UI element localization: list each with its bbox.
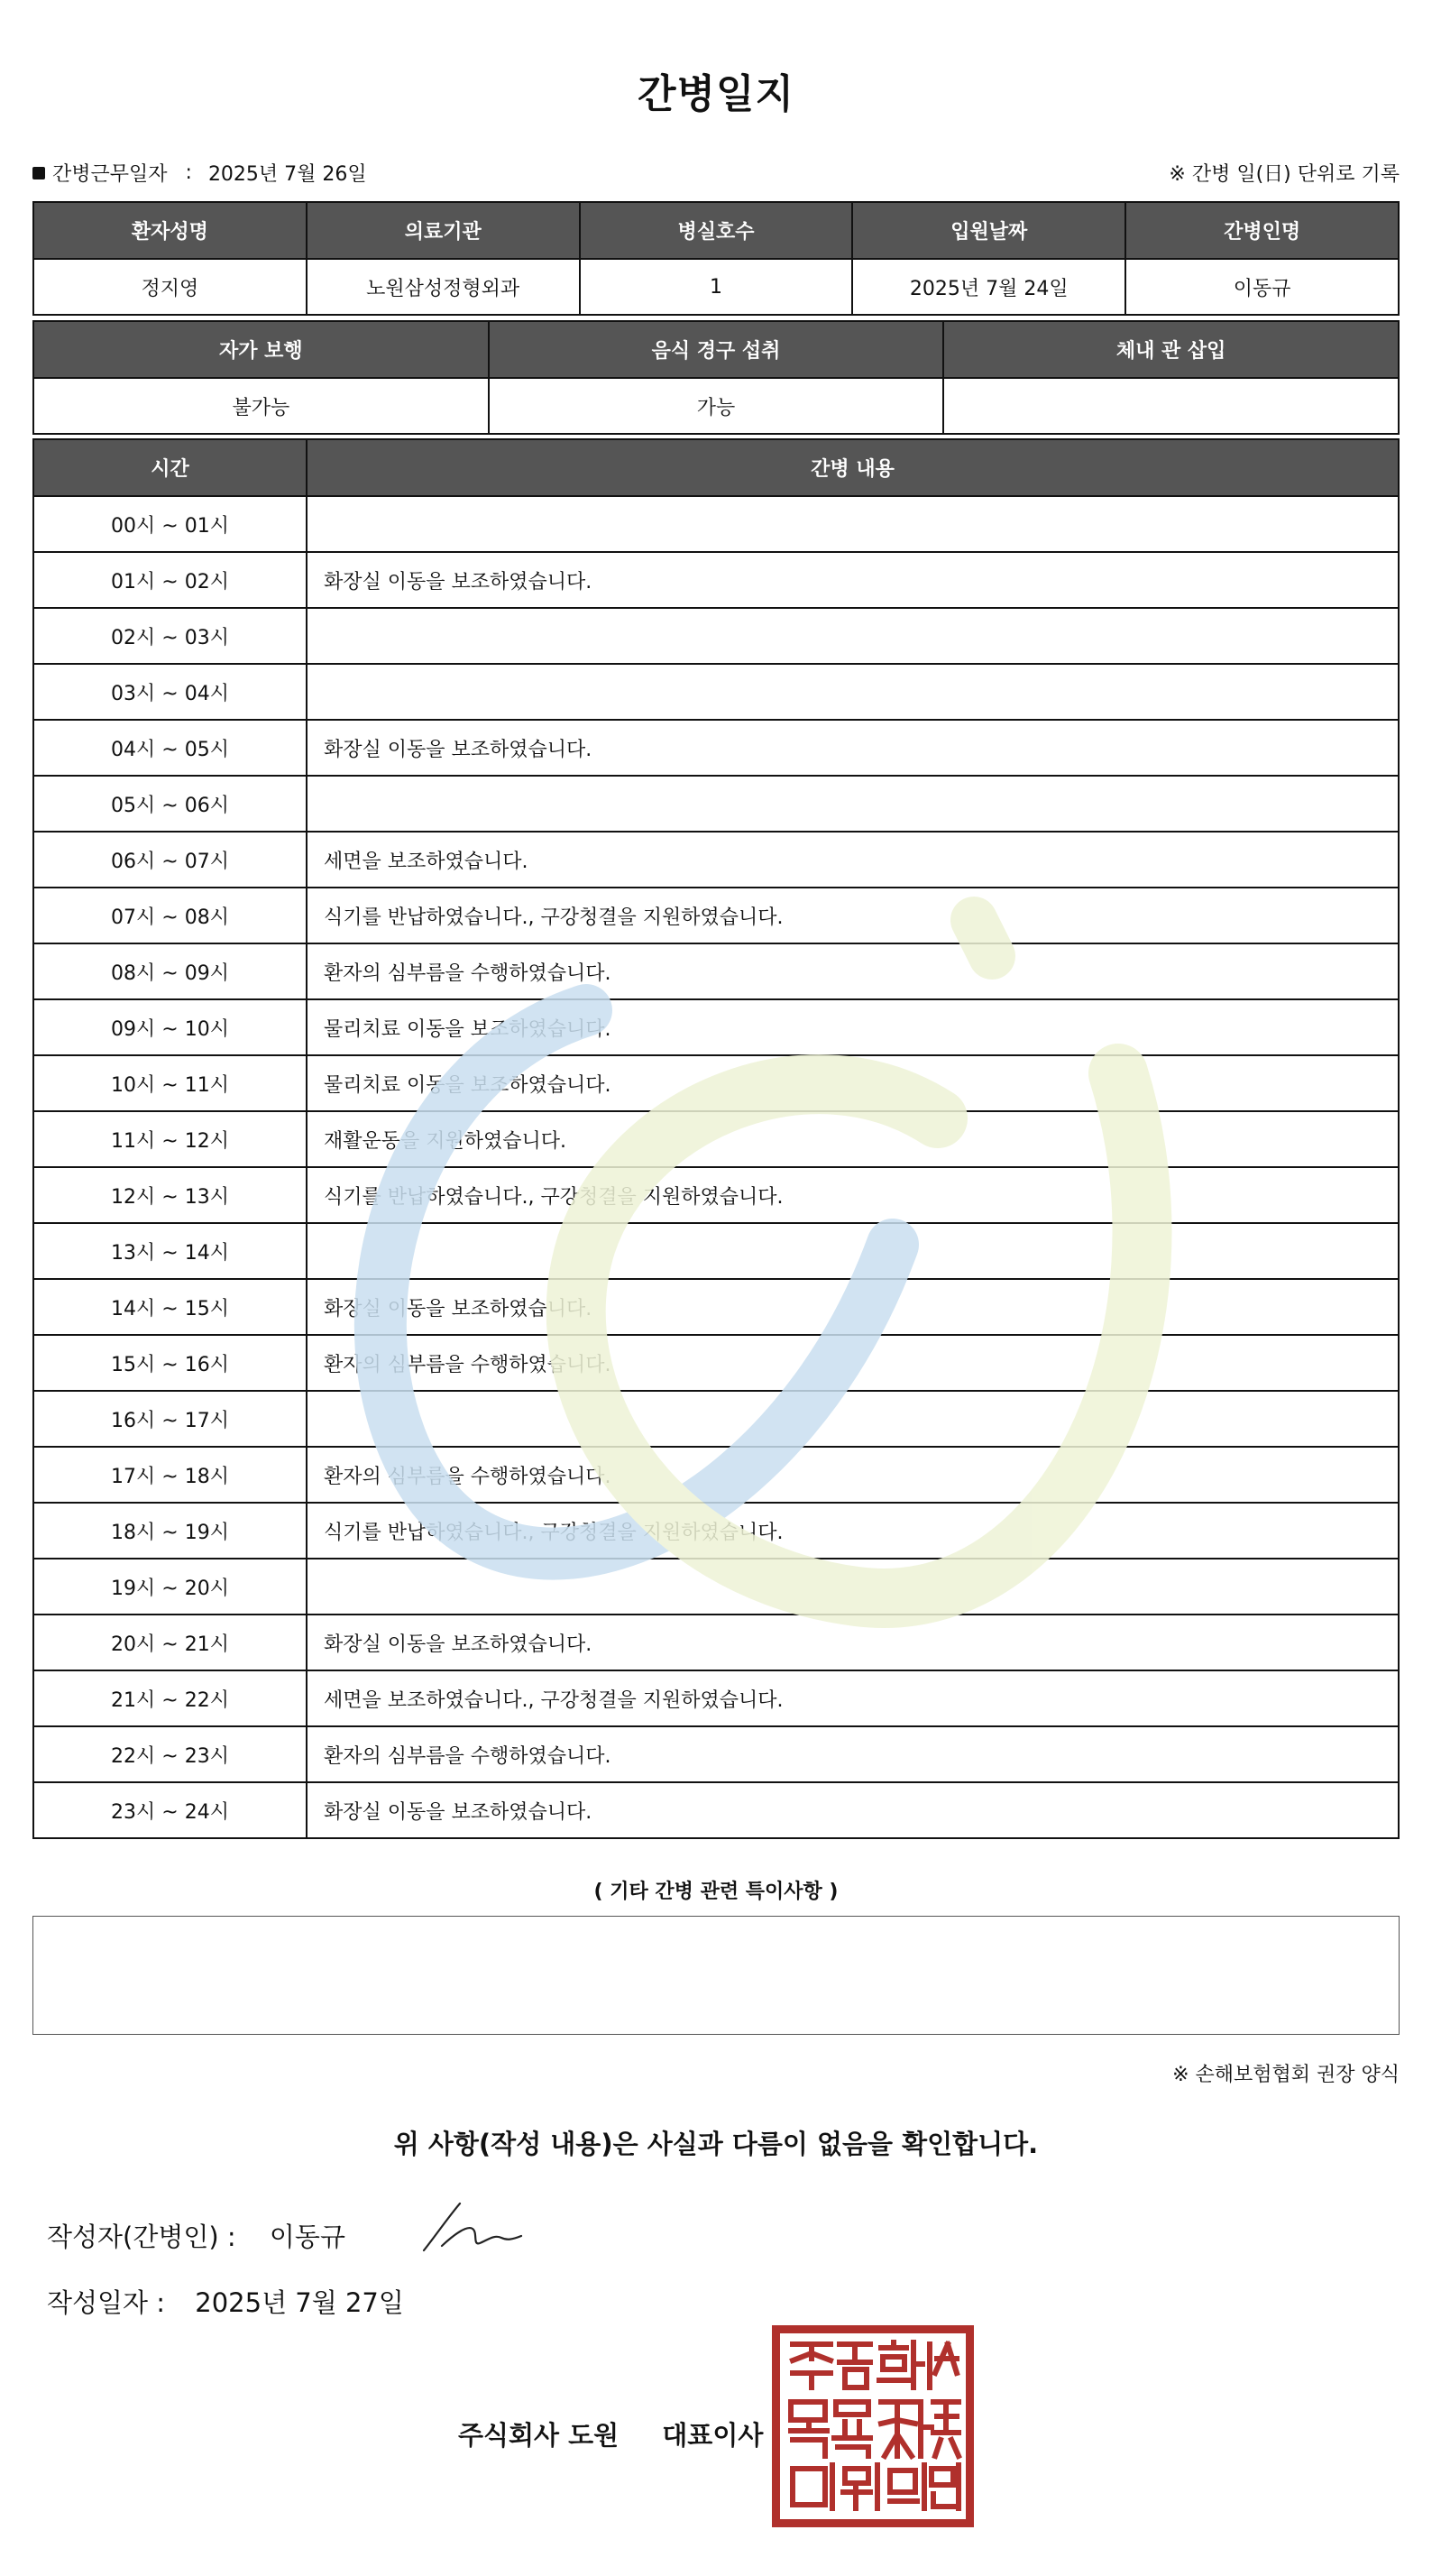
tube-insertion-value bbox=[943, 378, 1399, 434]
table-row bbox=[33, 1726, 1399, 1782]
caregiver-name-value: 이동규 bbox=[1125, 259, 1399, 315]
company-seal-stamp bbox=[772, 2325, 974, 2527]
writer-name: 이동규 bbox=[269, 2222, 345, 2252]
log-content-cell bbox=[307, 1559, 1399, 1615]
header-room-number: 병실호수 bbox=[580, 202, 853, 259]
log-time-cell: 06시 ~ 07시 bbox=[33, 832, 307, 888]
work-date-line bbox=[32, 159, 367, 187]
log-time-cell: 14시 ~ 15시 bbox=[33, 1279, 307, 1335]
seal-glyphs bbox=[780, 2333, 966, 2519]
log-content-cell: 화장실 이동을 보조하였습니다. bbox=[307, 552, 1399, 608]
patient-status-value-row bbox=[33, 378, 1399, 434]
table-row bbox=[33, 1279, 1399, 1335]
work-date-colon: : bbox=[185, 161, 192, 184]
log-content-cell bbox=[307, 664, 1399, 720]
table-row bbox=[33, 943, 1399, 999]
room-number-value: 1 bbox=[580, 259, 853, 315]
header-self-walking: 자가 보행 bbox=[33, 321, 489, 378]
log-time-cell: 09시 ~ 10시 bbox=[33, 999, 307, 1055]
table-row bbox=[33, 1615, 1399, 1670]
table-row bbox=[33, 1055, 1399, 1111]
write-date-line bbox=[47, 2283, 404, 2320]
patient-name-value: 정지영 bbox=[33, 259, 307, 315]
patient-info-value-row bbox=[33, 259, 1399, 315]
log-content-cell: 환자의 심부름을 수행하였습니다. bbox=[307, 1447, 1399, 1503]
header-hospital: 의료기관 bbox=[307, 202, 580, 259]
record-unit-note: ※ 간병 일(日) 단위로 기록 bbox=[1169, 163, 1400, 186]
bullet-square-icon bbox=[32, 167, 45, 179]
ceo-title: 대표이사 bbox=[662, 2420, 764, 2451]
table-row bbox=[33, 999, 1399, 1055]
admission-date-value: 2025년 7월 24일 bbox=[852, 259, 1125, 315]
log-content-cell: 화장실 이동을 보조하였습니다. bbox=[307, 1615, 1399, 1670]
care-log-body bbox=[33, 496, 1399, 1838]
log-time-cell: 17시 ~ 18시 bbox=[33, 1447, 307, 1503]
log-time-cell: 03시 ~ 04시 bbox=[33, 664, 307, 720]
table-row bbox=[33, 776, 1399, 832]
hourly-care-log-table bbox=[32, 438, 1400, 1839]
log-content-cell bbox=[307, 776, 1399, 832]
log-content-cell: 화장실 이동을 보조하였습니다. bbox=[307, 1782, 1399, 1838]
page-title: 간병일지 bbox=[637, 71, 794, 117]
table-row bbox=[33, 888, 1399, 943]
table-row bbox=[33, 1223, 1399, 1279]
log-content-cell bbox=[307, 1223, 1399, 1279]
log-time-cell: 13시 ~ 14시 bbox=[33, 1223, 307, 1279]
table-row bbox=[33, 664, 1399, 720]
company-line bbox=[458, 2415, 763, 2452]
log-content-cell: 화장실 이동을 보조하였습니다. bbox=[307, 1279, 1399, 1335]
log-time-cell: 07시 ~ 08시 bbox=[33, 888, 307, 943]
log-content-cell: 재활운동을 지원하였습니다. bbox=[307, 1111, 1399, 1167]
log-content-cell bbox=[307, 1391, 1399, 1447]
log-content-cell: 식기를 반납하였습니다., 구강청결을 지원하였습니다. bbox=[307, 1167, 1399, 1223]
patient-status-table bbox=[32, 320, 1400, 435]
log-time-cell: 23시 ~ 24시 bbox=[33, 1782, 307, 1838]
self-walking-value: 불가능 bbox=[33, 378, 489, 434]
table-row bbox=[33, 1391, 1399, 1447]
log-time-cell: 02시 ~ 03시 bbox=[33, 608, 307, 664]
log-time-cell: 04시 ~ 05시 bbox=[33, 720, 307, 776]
writer-label: 작성자(간병인) : bbox=[47, 2222, 236, 2252]
table-row bbox=[33, 832, 1399, 888]
log-content-cell: 환자의 심부름을 수행하였습니다. bbox=[307, 943, 1399, 999]
table-row bbox=[33, 552, 1399, 608]
log-time-cell: 20시 ~ 21시 bbox=[33, 1615, 307, 1670]
table-row bbox=[33, 1503, 1399, 1559]
remarks-title: ( 기타 간병 관련 특이사항 ) bbox=[593, 1881, 839, 1903]
log-content-cell: 식기를 반납하였습니다., 구강청결을 지원하였습니다. bbox=[307, 888, 1399, 943]
form-source-note: ※ 손해보험협회 권장 양식 bbox=[1172, 2064, 1400, 2086]
log-content-cell: 화장실 이동을 보조하였습니다. bbox=[307, 720, 1399, 776]
patient-info-header-row bbox=[33, 202, 1399, 259]
log-time-cell: 22시 ~ 23시 bbox=[33, 1726, 307, 1782]
table-row bbox=[33, 1670, 1399, 1726]
log-content-cell bbox=[307, 608, 1399, 664]
table-row bbox=[33, 720, 1399, 776]
log-content-cell: 환자의 심부름을 수행하였습니다. bbox=[307, 1335, 1399, 1391]
work-date-value: 2025년 7월 26일 bbox=[207, 163, 367, 186]
writer-line bbox=[47, 2217, 345, 2254]
header-tube-insertion: 체내 관 삽입 bbox=[943, 321, 1399, 378]
log-time-cell: 12시 ~ 13시 bbox=[33, 1167, 307, 1223]
patient-info-table bbox=[32, 201, 1400, 316]
log-time-cell: 18시 ~ 19시 bbox=[33, 1503, 307, 1559]
log-time-cell: 11시 ~ 12시 bbox=[33, 1111, 307, 1167]
company-name: 주식회사 도원 bbox=[458, 2420, 620, 2451]
log-content-cell bbox=[307, 496, 1399, 552]
log-time-cell: 10시 ~ 11시 bbox=[33, 1055, 307, 1111]
log-content-cell: 물리치료 이동을 보조하였습니다. bbox=[307, 1055, 1399, 1111]
log-time-cell: 00시 ~ 01시 bbox=[33, 496, 307, 552]
header-oral-intake: 음식 경구 섭취 bbox=[489, 321, 944, 378]
table-row bbox=[33, 1167, 1399, 1223]
log-time-cell: 16시 ~ 17시 bbox=[33, 1391, 307, 1447]
confirmation-statement: 위 사항(작성 내용)은 사실과 다름이 없음을 확인합니다. bbox=[393, 2129, 1039, 2159]
log-time-cell: 19시 ~ 20시 bbox=[33, 1559, 307, 1615]
table-row bbox=[33, 608, 1399, 664]
patient-status-header-row bbox=[33, 321, 1399, 378]
write-date-label: 작성일자 : bbox=[47, 2287, 166, 2318]
log-time-cell: 21시 ~ 22시 bbox=[33, 1670, 307, 1726]
log-content-cell: 세면을 보조하였습니다., 구강청결을 지원하였습니다. bbox=[307, 1670, 1399, 1726]
log-time-cell: 01시 ~ 02시 bbox=[33, 552, 307, 608]
log-time-cell: 15시 ~ 16시 bbox=[33, 1335, 307, 1391]
care-log-header-row bbox=[33, 439, 1399, 496]
log-content-cell: 환자의 심부름을 수행하였습니다. bbox=[307, 1726, 1399, 1782]
header-caregiver-name: 간병인명 bbox=[1125, 202, 1399, 259]
table-row bbox=[33, 1111, 1399, 1167]
write-date-value: 2025년 7월 27일 bbox=[195, 2287, 404, 2318]
oral-intake-value: 가능 bbox=[489, 378, 944, 434]
table-row bbox=[33, 1559, 1399, 1615]
hospital-value: 노원삼성정형외과 bbox=[307, 259, 580, 315]
log-content-cell: 물리치료 이동을 보조하였습니다. bbox=[307, 999, 1399, 1055]
table-row bbox=[33, 496, 1399, 552]
header-admission-date: 입원날짜 bbox=[852, 202, 1125, 259]
remarks-box bbox=[32, 1916, 1400, 2035]
header-patient-name: 환자성명 bbox=[33, 202, 307, 259]
log-time-cell: 08시 ~ 09시 bbox=[33, 943, 307, 999]
caregiver-signature bbox=[415, 2196, 532, 2259]
header-care-content: 간병 내용 bbox=[307, 439, 1399, 496]
header-time: 시간 bbox=[33, 439, 307, 496]
log-time-cell: 05시 ~ 06시 bbox=[33, 776, 307, 832]
work-date-label: 간병근무일자 bbox=[52, 163, 168, 186]
table-row bbox=[33, 1335, 1399, 1391]
table-row bbox=[33, 1782, 1399, 1838]
log-content-cell: 식기를 반납하였습니다., 구강청결을 지원하였습니다. bbox=[307, 1503, 1399, 1559]
log-content-cell: 세면을 보조하였습니다. bbox=[307, 832, 1399, 888]
table-row bbox=[33, 1447, 1399, 1503]
